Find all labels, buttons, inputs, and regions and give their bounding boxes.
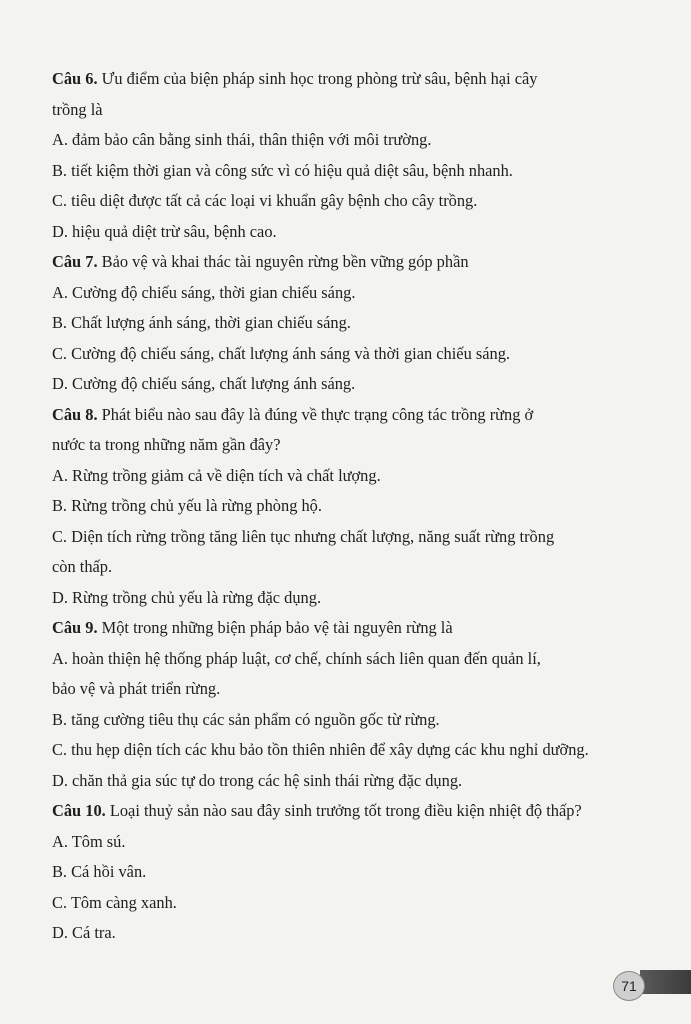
question-stem-text: Ưu điểm của biện pháp sinh học trong phòng trừ sâu, bệnh hại cây: [101, 69, 538, 88]
question-block: [52, 64, 642, 247]
question-stem-line: [52, 796, 642, 827]
answer-option-line: B. Chất lượng ánh sáng, thời gian chiếu sáng.: [52, 313, 351, 332]
answer-option-line: D. Cá tra.: [52, 923, 116, 942]
answer-option: [52, 278, 642, 309]
answer-option-line: B. tăng cường tiêu thụ các sản phẩm có nguồn gốc từ rừng.: [52, 709, 440, 729]
answer-option: [52, 491, 642, 522]
answer-option-line: C. thu hẹp diện tích các khu bảo tồn thiên nhiên để xây dựng các khu nghỉ dưỡng.: [52, 740, 589, 759]
answer-option: [52, 522, 642, 583]
answer-option-line: còn thấp.: [52, 557, 113, 576]
answer-option-line: C. tiêu diệt được tất cả các loại vi khuẩn gây bệnh cho cây trồng.: [52, 191, 478, 210]
question-block: [52, 247, 642, 400]
question-stem: [52, 247, 642, 278]
question-block: [52, 400, 642, 614]
question-stem-line: [52, 64, 642, 95]
question-number: Câu 6.: [52, 69, 98, 88]
answer-option-line: B. Cá hồi vân.: [52, 862, 147, 881]
answer-option: [52, 857, 642, 888]
question-stem: [52, 613, 642, 644]
question-number: Câu 10.: [52, 801, 106, 820]
answer-option-line: D. Rừng trồng chủ yếu là rừng đặc dụng.: [52, 587, 322, 607]
answer-option-line: C. Tôm càng xanh.: [52, 892, 177, 912]
question-number: Câu 7.: [52, 252, 98, 271]
answer-option: [52, 461, 642, 492]
answer-option: [52, 156, 642, 187]
question-list: [52, 64, 642, 949]
question-number: Câu 8.: [52, 404, 98, 424]
answer-option-line: A. Tôm sú.: [52, 831, 126, 851]
answer-option-line: B. tiết kiệm thời gian và công sức vì có hiệu quả diệt sâu, bệnh nhanh.: [52, 160, 513, 180]
answer-option: [52, 735, 642, 766]
answer-option-line: bảo vệ và phát triển rừng.: [52, 679, 221, 698]
question-stem-line: nước ta trong những năm gần đây?: [52, 435, 281, 454]
answer-option-line: C. Cường độ chiếu sáng, chất lượng ánh sáng và thời gian chiếu sáng.: [52, 343, 511, 363]
question-stem: [52, 796, 642, 827]
answer-option-line: D. Cường độ chiếu sáng, chất lượng ánh sáng.: [52, 374, 356, 393]
answer-option: [52, 583, 642, 614]
question-stem-line: trồng là: [52, 99, 103, 119]
question-stem-text: Bảo vệ và khai thác tài nguyên rừng bền vững góp phần: [101, 252, 469, 271]
answer-option: [52, 766, 642, 797]
answer-option: [52, 125, 642, 156]
answer-option-line: A. hoàn thiện hệ thống pháp luật, cơ chế, chính sách liên quan đến quản lí,: [52, 648, 541, 668]
question-stem-line: [52, 400, 642, 431]
question-block: [52, 613, 642, 796]
page-number: 71: [613, 971, 645, 1001]
answer-option-line: A. đảm bảo cân bằng sinh thái, thân thiện với môi trường.: [52, 130, 432, 149]
question-number: Câu 9.: [52, 618, 98, 637]
answer-option: [52, 369, 642, 400]
question-stem: [52, 64, 642, 125]
question-stem-text: Một trong những biện pháp bảo vệ tài nguyên rừng là: [101, 618, 453, 637]
answer-option: [52, 888, 642, 919]
footer-bar: [640, 970, 691, 994]
answer-option-line: A. Cường độ chiếu sáng, thời gian chiếu sáng.: [52, 282, 356, 302]
answer-option: [52, 339, 642, 370]
answer-option: [52, 827, 642, 858]
answer-option-line: C. Diện tích rừng trồng tăng liên tục nhưng chất lượng, năng suất rừng trồng: [52, 526, 555, 546]
question-stem-text: Phát biểu nào sau đây là đúng về thực trạng công tác trồng rừng ở: [101, 404, 534, 424]
answer-option-line: D. chăn thả gia súc tự do trong các hệ sinh thái rừng đặc dụng.: [52, 770, 463, 790]
answer-option: [52, 918, 642, 949]
answer-option: [52, 705, 642, 736]
question-stem-line: [52, 613, 642, 644]
answer-option-line: D. hiệu quả diệt trừ sâu, bệnh cao.: [52, 221, 277, 241]
answer-option: [52, 644, 642, 705]
question-stem-text: Loại thuỷ sản nào sau đây sinh trưởng tốt trong điều kiện nhiệt độ thấp?: [109, 801, 582, 820]
answer-option-line: B. Rừng trồng chủ yếu là rừng phòng hộ.: [52, 496, 322, 515]
question-block: [52, 796, 642, 949]
question-stem-line: [52, 247, 642, 278]
answer-option-line: A. Rừng trồng giảm cả về diện tích và chất lượng.: [52, 465, 381, 485]
answer-option: [52, 217, 642, 248]
question-stem: [52, 400, 642, 461]
answer-option: [52, 186, 642, 217]
answer-option: [52, 308, 642, 339]
